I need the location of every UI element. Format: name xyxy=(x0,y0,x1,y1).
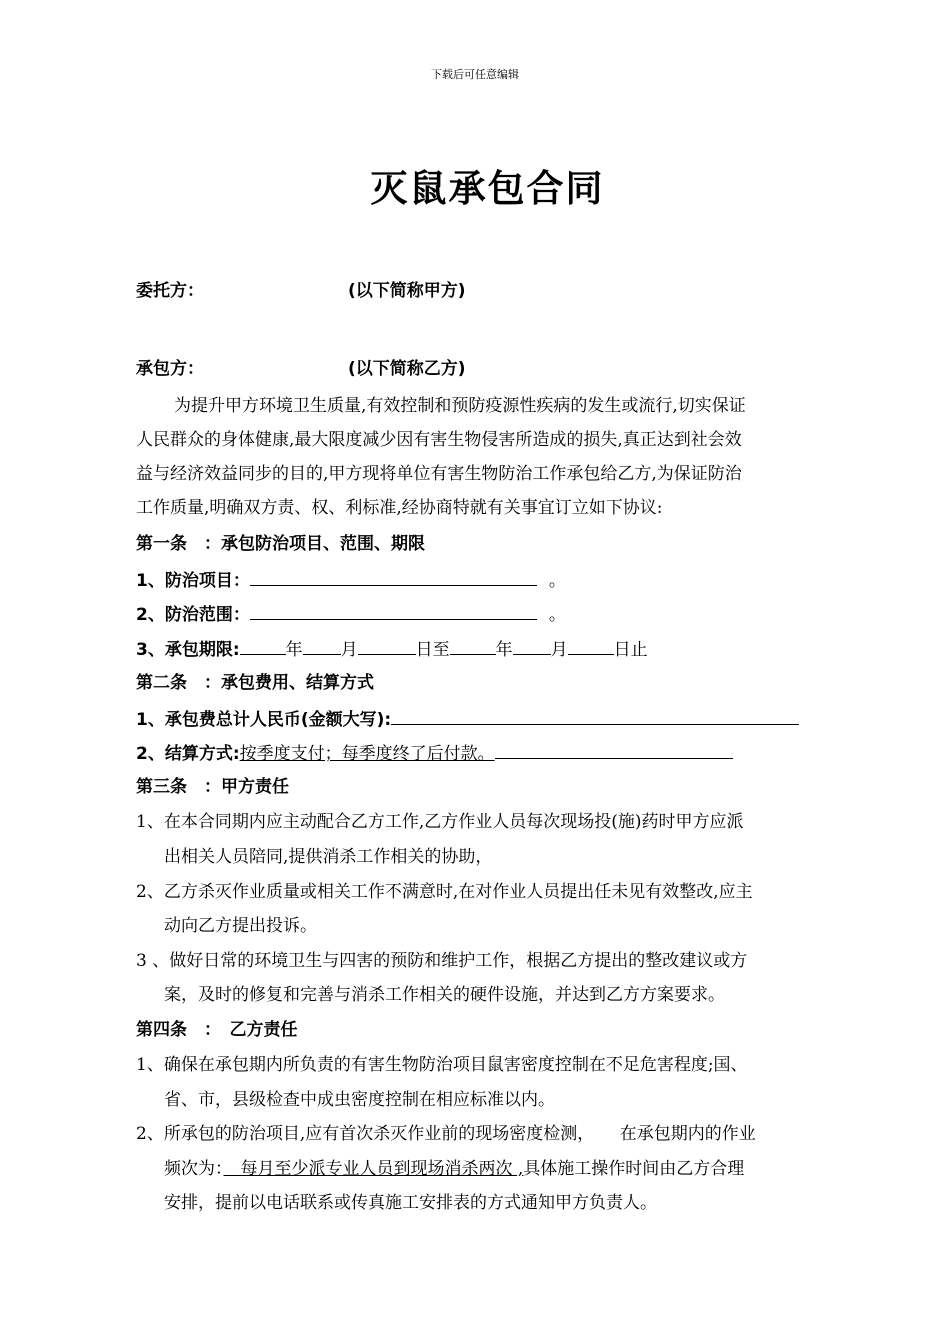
intro-line-2: 人民群众的身体健康,最大限度减少因有害生物侵害所造成的损失,真正达到社会效 xyxy=(136,430,742,450)
scope-blank[interactable] xyxy=(250,601,537,620)
client-label: 委托方： xyxy=(136,281,204,301)
year-text: 年 xyxy=(495,640,513,660)
article4-line-3: 2、所承包的防治项目,应有首次杀灭作业前的现场密度检测， 在承包期内的作业 xyxy=(136,1124,756,1144)
intro-line-4: 工作质量,明确双方责、权、利标准,经协商特就有关事宜订立如下协议: xyxy=(136,498,663,518)
day-end-text: 日止 xyxy=(613,640,648,660)
article3-line-3: 2、乙方杀灭作业质量或相关工作不满意时,在对作业人员提出任未见有效整改,应主 xyxy=(136,882,753,902)
frequency-suffix: 具体施工操作时间由乙方合理 xyxy=(523,1159,745,1179)
article1-item1 xyxy=(136,567,566,593)
end-day-blank[interactable] xyxy=(568,636,614,655)
contractor-label: 承包方： xyxy=(136,359,204,379)
article1-heading: 第一条 ：承包防治项目、范围、期限 xyxy=(136,534,425,554)
term-label: 3、承包期限: xyxy=(136,640,240,660)
settlement-label: 2、结算方式: xyxy=(136,744,240,764)
article3-line-5: 3 、做好日常的环境卫生与四害的预防和维护工作，根据乙方提出的整改建议或方 xyxy=(136,951,748,971)
frequency-prefix: 频次为： xyxy=(164,1159,224,1179)
intro-line-1: 为提升甲方环境卫生质量,有效控制和预防疫源性疾病的发生或流行,切实保证 xyxy=(174,396,746,416)
month-text: 月 xyxy=(340,640,358,660)
article3-line-6: 案，及时的修复和完善与消杀工作相关的硬件设施，并达到乙方方案要求。 xyxy=(164,985,725,1005)
day-to-text: 日至 xyxy=(415,640,450,660)
end-month-blank[interactable] xyxy=(513,636,551,655)
article3-line-4: 动向乙方提出投诉。 xyxy=(164,916,317,936)
month-text: 月 xyxy=(550,640,568,660)
intro-line-3: 益与经济效益同步的目的,甲方现将单位有害生物防治工作承包给乙方,为保证防治 xyxy=(136,464,742,484)
end-year-blank[interactable] xyxy=(450,636,496,655)
frequency-value: 每月至少派专业人员到现场消杀两次 , xyxy=(223,1159,524,1179)
contractor-suffix: (以下简称乙方) xyxy=(348,359,466,379)
project-label: 1、防治项目： xyxy=(136,571,250,591)
settlement-blank[interactable] xyxy=(495,740,733,759)
contractor-party-line xyxy=(136,357,466,381)
client-party-line xyxy=(136,279,466,303)
fee-amount-blank[interactable] xyxy=(391,706,799,725)
article3-line-2: 出相关人员陪同,提供消杀工作相关的协助， xyxy=(164,847,493,867)
header-note: 下载后可任意编辑 xyxy=(431,68,519,81)
article4-heading: 第四条 ： 乙方责任 xyxy=(136,1020,298,1040)
document-title: 灭鼠承包合同 xyxy=(370,167,605,210)
article3-heading: 第三条 ：甲方责任 xyxy=(136,777,289,797)
year-text: 年 xyxy=(285,640,303,660)
scope-label: 2、防治范围： xyxy=(136,605,250,625)
article2-heading: 第二条 ：承包费用、结算方式 xyxy=(136,673,374,693)
settlement-value: 按季度支付；每季度终了后付款。 xyxy=(239,744,495,764)
article2-item2 xyxy=(136,740,733,766)
article4-line-4 xyxy=(164,1157,744,1181)
start-year-blank[interactable] xyxy=(240,636,286,655)
period-mark: 。 xyxy=(548,571,566,591)
article3-line-1: 1、在本合同期内应主动配合乙方工作,乙方作业人员每次现场投(施)药时甲方应派 xyxy=(136,812,744,832)
start-month-blank[interactable] xyxy=(303,636,341,655)
start-day-blank[interactable] xyxy=(358,636,416,655)
client-suffix: (以下简称甲方) xyxy=(348,281,466,301)
article2-item1 xyxy=(136,706,799,732)
article1-item2 xyxy=(136,601,566,627)
article4-line-2: 省、市，县级检查中成虫密度控制在相应标准以内。 xyxy=(164,1090,555,1110)
project-blank[interactable] xyxy=(250,567,537,586)
period-mark: 。 xyxy=(548,605,566,625)
article4-line-1: 1、确保在承包期内所负责的有害生物防治项目鼠害密度控制在不足危害程度;国、 xyxy=(136,1055,748,1075)
article1-item3 xyxy=(136,636,648,662)
article4-line-5: 安排，提前以电话联系或传真施工安排表的方式通知甲方负责人。 xyxy=(164,1193,657,1213)
fee-label: 1、承包费总计人民币(金额大写): xyxy=(136,710,392,730)
